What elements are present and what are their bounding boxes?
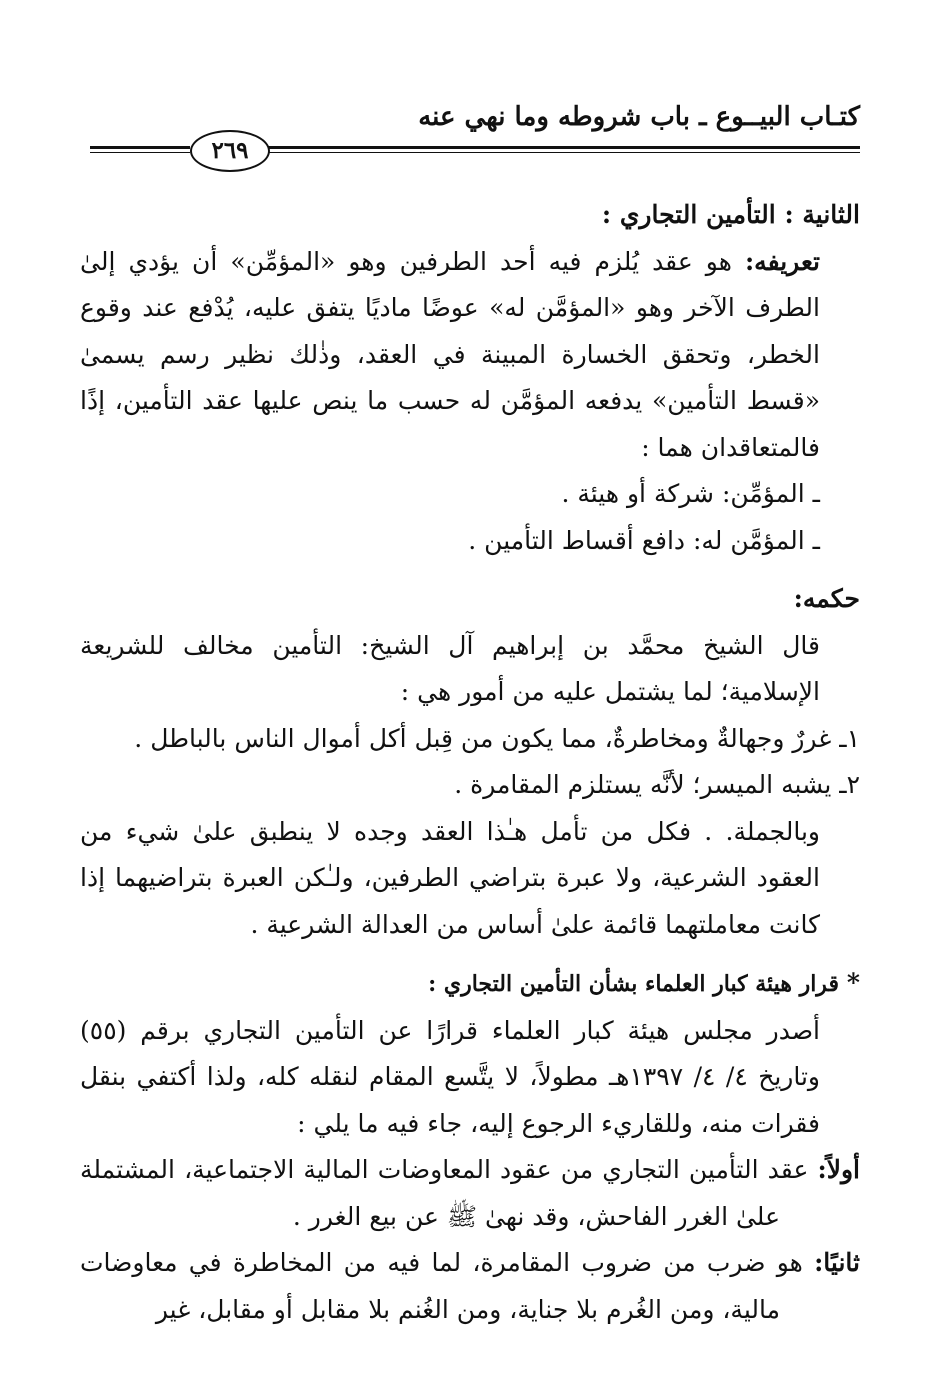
resolution-intro: أصدر مجلس هيئة كبار العلماء قرارًا عن التأمين التجاري برقم (٥٥) وتاريخ ٤/ ٤/ ١٣٩٧هـ مطولاً، لا يتَّسع المقام لنقله كله، ولذا أكتفي بنقل فقرات منه، وللقاريء الرجوع إليه، جاء فيه ما يلي : bbox=[80, 1015, 821, 1138]
page-number: ٢٦٩ bbox=[190, 130, 270, 172]
running-title: كتـاب البيــوع ـ باب شروطه وما نهي عنه bbox=[418, 102, 860, 132]
ruling-reason-2: ٢ـ يشبه الميسر؛ لأنَّه يستلزم المقامرة . bbox=[454, 770, 860, 799]
resolution-heading-line bbox=[80, 960, 860, 1008]
ruling-conclusion: وبالجملة. . فكل من تأمل هـٰذا العقد وجده لا ينطبق علىٰ شيء من العقود الشرعية، ولا عبرة بتراضي الطرفين، ولـٰكن العبرة بتراضيهما إذا كانت معاملتهما قائمة علىٰ أساس من العدالة الشرعية . bbox=[80, 816, 820, 939]
header-rule-right-thick bbox=[268, 146, 860, 149]
header-rule-left-thick bbox=[90, 146, 190, 149]
point-1-text: عقد التأمين التجاري من عقود المعاوضات المالية الاجتماعية، المشتملة علىٰ الغرر الفاحش، وقد نهىٰ ﷺ عن بيع الغرر . bbox=[80, 1155, 809, 1231]
resolution-heading: قرار هيئة كبار العلماء بشأن التأمين التجاري : bbox=[428, 971, 839, 997]
asterisk-marker: * bbox=[846, 968, 860, 997]
party-insurer: ـ المؤمِّن: شركة أو هيئة . bbox=[561, 479, 820, 508]
definition-paragraph bbox=[80, 239, 860, 472]
ruling-heading: حكمه: bbox=[793, 584, 860, 613]
definition-text: هو عقد يُلزم فيه أحد الطرفين وهو «المؤمِّن» أن يؤدي إلىٰ الطرف الآخر وهو «المؤمَّن له» عوضًا ماديًا يتفق عليه، يُدْفع عند وقوع الخطر، وتحقق الخسارة المبينة في العقد، وذٰلك نظير رسم يسمىٰ «قسط التأمين» يدفعه المؤمَّن له حسب ما ينص عليها عقد التأمين، إذًا فالمتعاقدان هما : bbox=[80, 246, 820, 462]
resolution-point-2 bbox=[80, 1240, 860, 1333]
header-rule-right-thin bbox=[268, 152, 860, 153]
definition-label: تعريفه: bbox=[744, 246, 820, 276]
ruling-intro: قال الشيخ محمَّد بن إبراهيم آل الشيخ: التأمين مخالف للشريعة الإسلامية؛ لما يشتمل عليه من أمور هي : bbox=[80, 630, 820, 706]
ruling-reason-1: ١ـ غررٌ وجهالةٌ ومخاطرةٌ، مما يكون من قِبل أكل أموال الناس بالباطل . bbox=[134, 723, 860, 753]
section-title: الثانية : التأمين التجاري : bbox=[601, 200, 860, 229]
resolution-point-1 bbox=[80, 1147, 860, 1240]
party-insured: ـ المؤمَّن له: دافع أقساط التأمين . bbox=[468, 525, 820, 555]
point-2-text: هو ضرب من ضروب المقامرة، لما فيه من المخاطرة في معاوضات مالية، ومن الغُرم بلا جناية، ومن الغُنم بلا مقابل أو مقابل، غير bbox=[80, 1248, 803, 1324]
header-rule-left-thin bbox=[90, 152, 190, 153]
point-1-label: أولاً: bbox=[817, 1155, 861, 1184]
point-2-label: ثانيًا: bbox=[814, 1248, 860, 1277]
page-body bbox=[80, 192, 860, 1333]
